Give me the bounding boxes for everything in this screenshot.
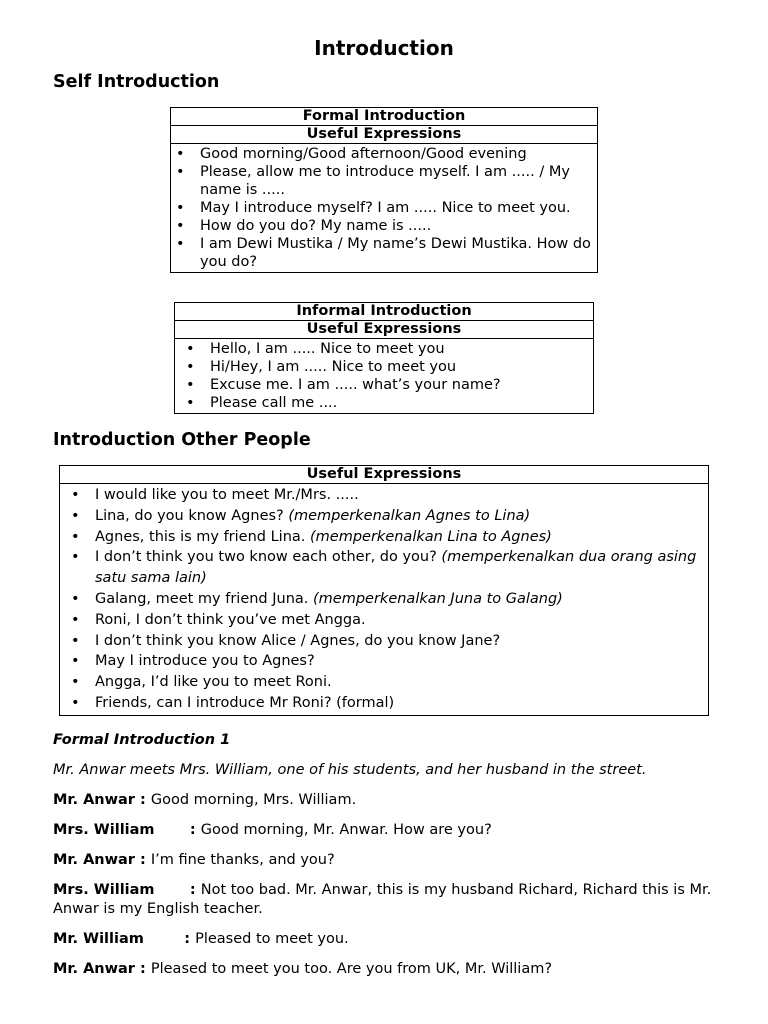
list-item: • Good morning/Good afternoon/Good evening (171, 145, 597, 163)
dialog-title: Formal Introduction 1 (53, 732, 231, 748)
list-item: • Please call me .... (175, 394, 593, 412)
list-item (60, 672, 708, 693)
utterance: Good morning, Mr. Anwar. How are you? (200, 822, 492, 838)
page-title: Introduction (314, 36, 454, 60)
formal-table-header: Formal Introduction (171, 108, 598, 126)
speaker-separator: : (134, 961, 151, 977)
informal-expressions-list (175, 340, 593, 412)
expression-text: I don’t think you know Alice / Agnes, do you know Jane? (95, 632, 501, 649)
speaker-separator: : (134, 852, 151, 868)
list-item (60, 610, 708, 631)
expression-text: I would like you to meet Mr./Mrs. ..... (95, 487, 359, 503)
expression-text: Friends, can I introduce Mr Roni? (formal) (95, 694, 395, 711)
expression-text: Angga, I’d like you to meet Roni. (95, 674, 332, 691)
list-item (60, 651, 708, 672)
list-item (60, 631, 708, 652)
expression-note: (memperkenalkan dua orang asing satu sama lain) (95, 549, 697, 587)
list-item: • I am Dewi Mustika / My name’s Dewi Mustika. How do you do? (171, 235, 597, 271)
dialog-line (53, 821, 713, 840)
list-item (60, 527, 708, 548)
informal-table-header: Informal Introduction (175, 303, 594, 321)
formal-table-subheader: Useful Expressions (171, 126, 598, 144)
introduction-other-people-heading: Introduction Other People (53, 430, 311, 450)
list-item: • How do you do? My name is ..... (171, 217, 597, 235)
speaker-separator: : (134, 792, 151, 808)
formal-expressions-list (171, 145, 597, 271)
informal-introduction-table (174, 302, 594, 414)
speaker: Mr. Anwar (53, 961, 135, 977)
speaker-separator: : (143, 931, 196, 947)
speaker: Mr. William (53, 931, 144, 947)
expression-text: Galang, meet my friend Juna. (95, 590, 314, 607)
dialog-scene: Mr. Anwar meets Mrs. William, one of his students, and her husband in the street. (53, 762, 647, 778)
informal-table-subheader: Useful Expressions (175, 321, 594, 339)
speaker: Mrs. William (53, 882, 155, 898)
expression-text: I don’t think you two know each other, do you? (95, 549, 442, 566)
utterance: I’m fine thanks, and you? (150, 852, 335, 868)
list-item: • Please, allow me to introduce myself. I am ..... / My name is ..... (171, 163, 597, 199)
expression-text: Lina, do you know Agnes? (95, 507, 289, 524)
speaker: Mr. Anwar (53, 852, 135, 868)
list-item: • Hi/Hey, I am ..... Nice to meet you (175, 358, 593, 376)
other-table-subheader: Useful Expressions (60, 466, 709, 484)
speaker-separator: : (154, 822, 201, 838)
utterance: Good morning, Mrs. William. (150, 792, 357, 808)
other-expressions-list (60, 485, 708, 714)
dialog-line (53, 851, 713, 870)
self-introduction-heading: Self Introduction (53, 72, 220, 92)
expression-text: Roni, I don’t think you’ve met Angga. (95, 611, 366, 628)
speaker: Mrs. William (53, 822, 155, 838)
list-item: • Excuse me. I am ..... what’s your name? (175, 376, 593, 394)
expression-text: May I introduce you to Agnes? (95, 653, 315, 670)
utterance: Not too bad. Mr. Anwar, this is my husband Richard, Richard this is Mr. Anwar is my English teacher. (53, 882, 712, 917)
utterance: Pleased to meet you. (195, 931, 349, 947)
dialog-line (53, 881, 713, 919)
dialog-line (53, 930, 713, 949)
dialog-line (53, 791, 713, 810)
list-item (60, 693, 708, 714)
list-item: • May I introduce myself? I am ..... Nice to meet you. (171, 199, 597, 217)
speaker: Mr. Anwar (53, 792, 135, 808)
expression-note: (memperkenalkan Lina to Agnes) (310, 528, 552, 545)
formal-introduction-table (170, 107, 598, 273)
list-item (60, 506, 708, 527)
list-item (60, 485, 708, 506)
list-item (60, 547, 708, 589)
speaker-separator: : (154, 882, 201, 898)
list-item (60, 589, 708, 610)
list-item: • Hello, I am ..... Nice to meet you (175, 340, 593, 358)
other-people-expressions-table (59, 465, 709, 716)
expression-text: Agnes, this is my friend Lina. (95, 528, 311, 545)
utterance: Pleased to meet you too. Are you from UK, Mr. William? (150, 961, 553, 977)
expression-note: (memperkenalkan Juna to Galang) (313, 590, 563, 607)
dialog-line (53, 960, 713, 979)
expression-note: (memperkenalkan Agnes to Lina) (288, 507, 531, 524)
